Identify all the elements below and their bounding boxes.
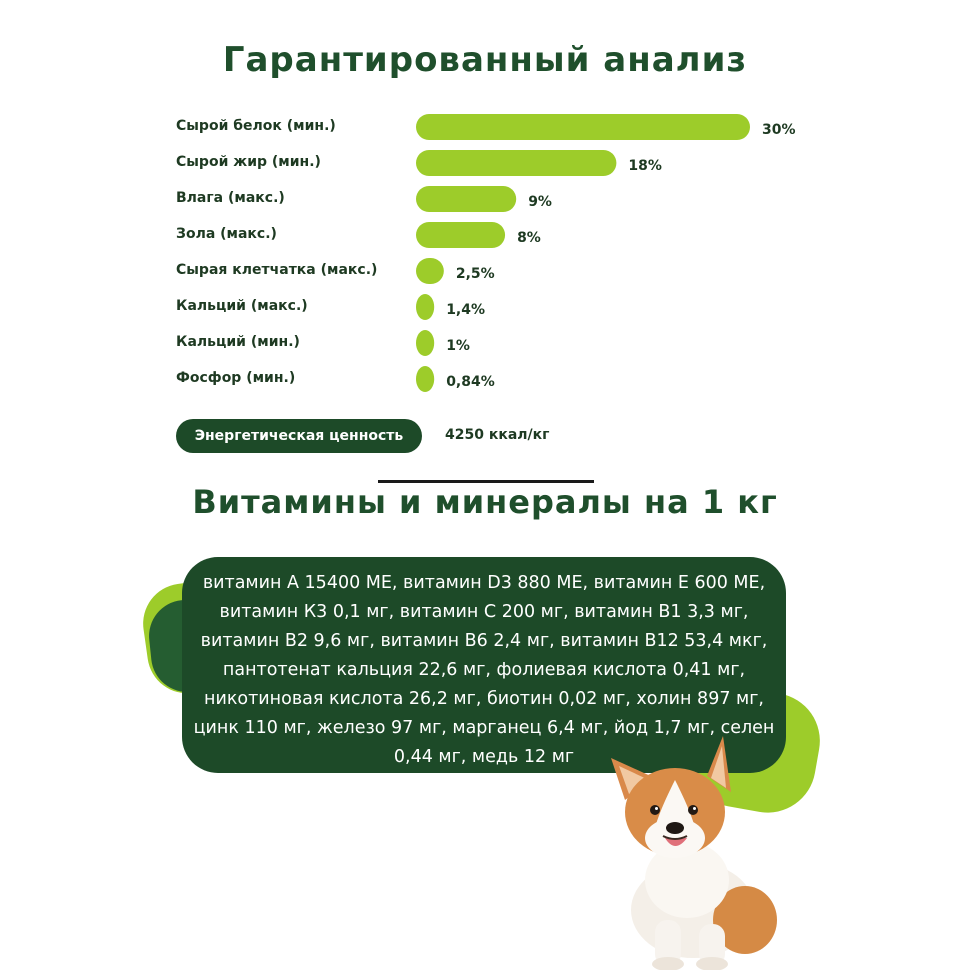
- analysis-bar-chart: [0, 0, 970, 420]
- vitamins-title: Витамины и минералы на 1 кг: [192, 483, 778, 521]
- bar: [416, 258, 444, 284]
- category-label: Кальций (макс.): [176, 298, 308, 314]
- value-label: 1%: [446, 338, 470, 354]
- energy-badge: Энергетическая ценность: [176, 419, 422, 453]
- bar: [416, 114, 750, 140]
- bar: [416, 294, 434, 320]
- value-label: 18%: [628, 158, 662, 174]
- vitamins-text: витамин А 15400 МЕ, витамин D3 880 МЕ, витамин Е 600 МЕ, витамин К3 0,1 мг, витамин С 200 мг, витамин В1 3,3 мг, витамин В2 9,6 мг, витамин В6 2,4 мг, витамин В12 53,4 мкг, пантотенат кальция 22,6 мг, фолиевая кислота 0,41 мг, никотиновая кислота 26,2 мг, биотин 0,02 мг, холин 897 мг, цинк 110 мг, железо 97 мг, марганец 6,4 мг, йод 1,7 мг, селен 0,44 мг, медь 12 мг: [193, 573, 775, 767]
- value-label: 9%: [528, 194, 552, 210]
- category-label: Сырой жир (мин.): [176, 154, 321, 170]
- category-label: Влага (макс.): [176, 190, 285, 206]
- category-label: Кальций (мин.): [176, 334, 300, 350]
- category-label: Сырая клетчатка (макс.): [176, 262, 378, 278]
- corgi-puppy-icon: [595, 730, 785, 970]
- bar: [416, 186, 516, 212]
- category-label: Зола (макс.): [176, 226, 277, 242]
- value-label: 30%: [762, 122, 796, 138]
- value-label: 0,84%: [446, 374, 495, 390]
- category-label: Сырой белок (мин.): [176, 118, 336, 134]
- bar: [416, 366, 434, 392]
- value-label: 8%: [517, 230, 541, 246]
- category-label: Фосфор (мин.): [176, 370, 296, 386]
- value-label: 2,5%: [455, 266, 495, 282]
- bar: [416, 222, 505, 248]
- bar: [416, 150, 616, 176]
- bar: [416, 330, 434, 356]
- value-label: 1,4%: [446, 302, 486, 318]
- page-title: Гарантированный анализ: [222, 40, 748, 80]
- energy-value: 4250 ккал/кг: [445, 427, 550, 443]
